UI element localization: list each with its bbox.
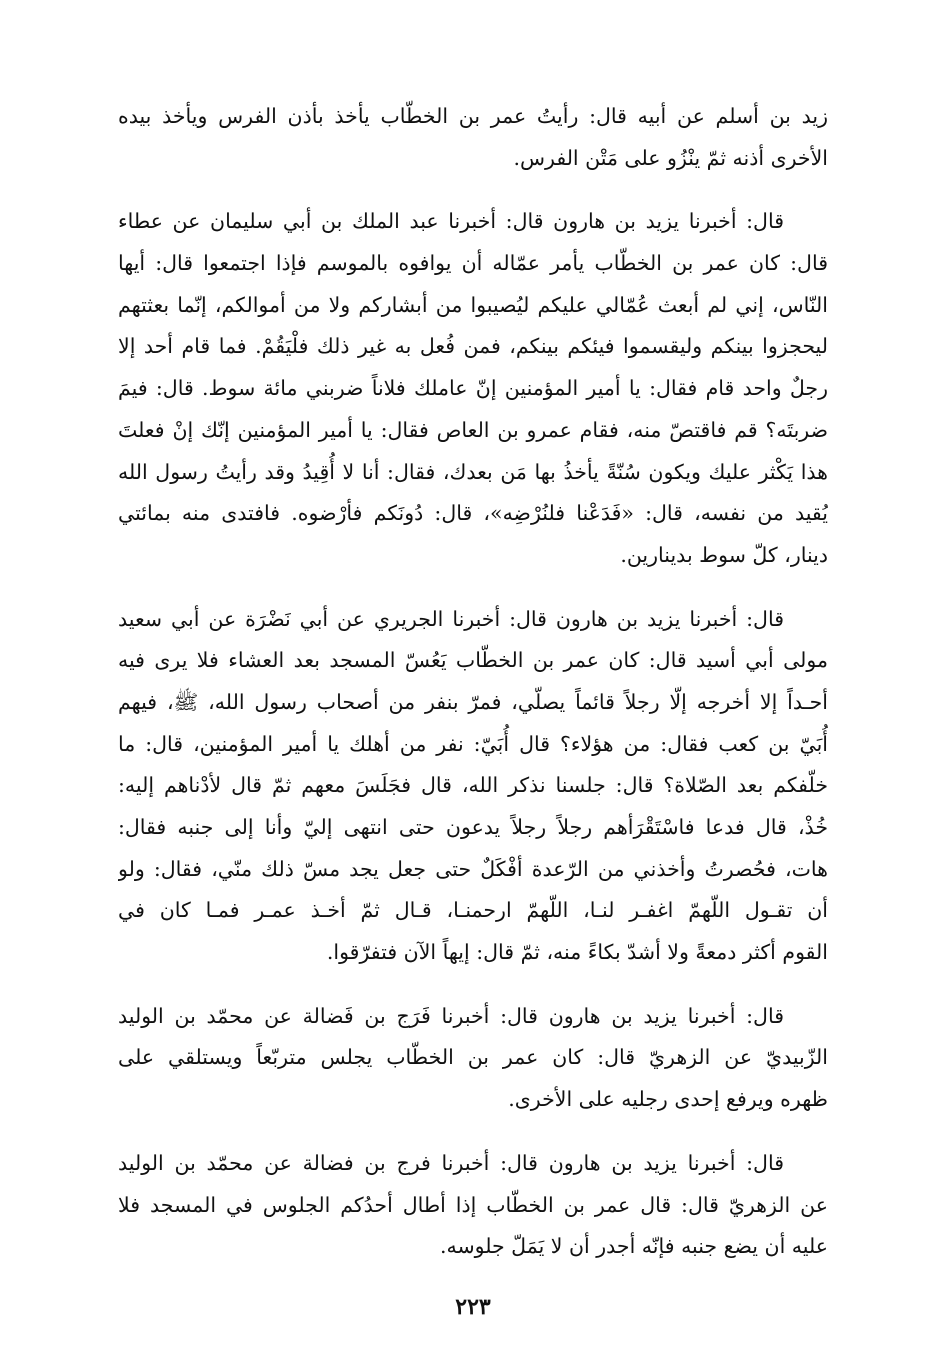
text-line: عليه أن يضع جنبه فإنّه أجدر أن لا يَمَلّ جلوسه.: [439, 1234, 828, 1259]
main-text: [118, 96, 828, 1290]
paragraph: [118, 1143, 828, 1268]
text-line: رجلٌ واحد قام فقال: يا أمير المؤمنين إنّ عاملك فلاناً ضربني مائة سوط. قال: فيمَ: [118, 376, 828, 401]
text-line: قال: أخبرنا يزيد بن هارون قال: أخبرنا فَرَج بن فَضالة عن محمّد بن الوليد: [118, 1003, 784, 1028]
text-line: عن الزهريّ قال: قال عمر بن الخطّاب إذا أطال أحدُكم الجلوس في المسجد فلا: [118, 1192, 828, 1217]
text-line: ضربتَه؟ قم فاقتصّ منه، فقام عمرو بن العاص فقال: يا أمير المؤمنين إنّك إنْ فعلتَ: [118, 417, 828, 442]
text-line: النّاس، إني لم أبعث عُمّالي عليكم ليُصيبوا من أبشاركم ولا من أموالكم، إنّما بعثتهم: [118, 292, 828, 317]
text-line: القوم أكثر دمعةً ولا أشدّ بكاءً منه، ثمّ قال: إيهاً الآن فتفرّقوا.: [326, 940, 828, 965]
text-line: قال: أخبرنا يزيد بن هارون قال: أخبرنا عبد الملك بن أبي سليمان عن عطاء: [118, 209, 784, 234]
text-line: أن تقـول اللّهمّ اغفـر لنـا، اللّهمّ ارحمنـا، قـال ثمّ أخـذ عمـر فمـا كان في: [118, 898, 828, 923]
text-line: هذا يَكْثر عليك ويكون سُنّةً يأخذُ بها مَن بعدك، فقال: أنا لا أُقِيدُ وقد رأيتُ رسول الله: [118, 459, 828, 484]
text-line: الأخرى أذنه ثمّ ينْزُو على مَتْن الفرس.: [513, 145, 828, 170]
text-line: هات، فحُصرتُ وأخذني من الرّعدة أفْكَلٌ حتى جعل يجد مسّ ذلك منّي، فقال: ولو: [118, 856, 828, 881]
text-line: مولى أبي أسيد قال: كان عمر بن الخطّاب يَعُسّ المسجد بعد العشاء فلا يرى فيه: [118, 648, 828, 673]
text-line: يُقيد من نفسه، قال: «فَدَعْنا فلنُرْضِه»، قال: دُونَكم فأرْضوه. فافتدى منه بمائتي: [118, 501, 828, 526]
text-line: الزّبيديّ عن الزهريّ قال: كان عمر بن الخطّاب يجلس متربّعاً ويستلقي على: [118, 1045, 828, 1070]
text-line: ظهره ويرفع إحدى رجليه على الأخرى.: [508, 1087, 828, 1112]
text-line: أُبَيّ بن كعب فقال: من هؤلاء؟ قال أُبَيّ: نفر من أهلك يا أمير المؤمنين، قال: ما: [118, 731, 828, 756]
text-line: دينار، كلّ سوط بدينارين.: [620, 542, 828, 567]
text-line: خُذْ، قال فدعا فاسْتَقْرَأهم رجلاً رجلاً يدعون حتى انتهى إليّ وأنا إلى جنبه فقال:: [118, 815, 828, 839]
text-line: خلّفكم بعد الصّلاة؟ قال: جلسنا نذكر الله، قال فجَلَسَ معهم ثمّ قال لأدْناهم إليه:: [118, 773, 828, 798]
paragraph: [118, 599, 828, 974]
paragraph: [118, 996, 828, 1121]
text-line: زيد بن أسلم عن أبيه قال: رأيتُ عمر بن الخطّاب يأخذ بأذن الفرس ويأخذ بيده: [118, 104, 828, 128]
text-line: قال: أخبرنا يزيد بن هارون قال: أخبرنا الجريري عن أبي نَضْرَة عن أبي سعيد: [118, 606, 784, 631]
text-line: ليحجزوا بينكم وليقسموا فيئكم بينكم، فمن فُعل به غير ذلك فلْيَقُمْ. فما قام أحد إلا: [118, 334, 828, 359]
page-number: ٢٢٣: [455, 1294, 491, 1320]
text-line: قال: أخبرنا يزيد بن هارون قال: أخبرنا فرج بن فضالة عن محمّد بن الوليد: [118, 1150, 784, 1175]
paragraph: [118, 96, 828, 179]
text-line: أحـداً إلا أخرجه إلّا رجلاً قائماً يصلّي، فمرّ بنفر من أصحاب رسول الله، ﷺ، فيهم: [118, 689, 828, 714]
text-line: قال: كان عمر بن الخطّاب يأمر عمّاله أن يوافوه بالموسم فإذا اجتمعوا قال: أيها: [118, 251, 828, 276]
paragraph: [118, 201, 828, 576]
